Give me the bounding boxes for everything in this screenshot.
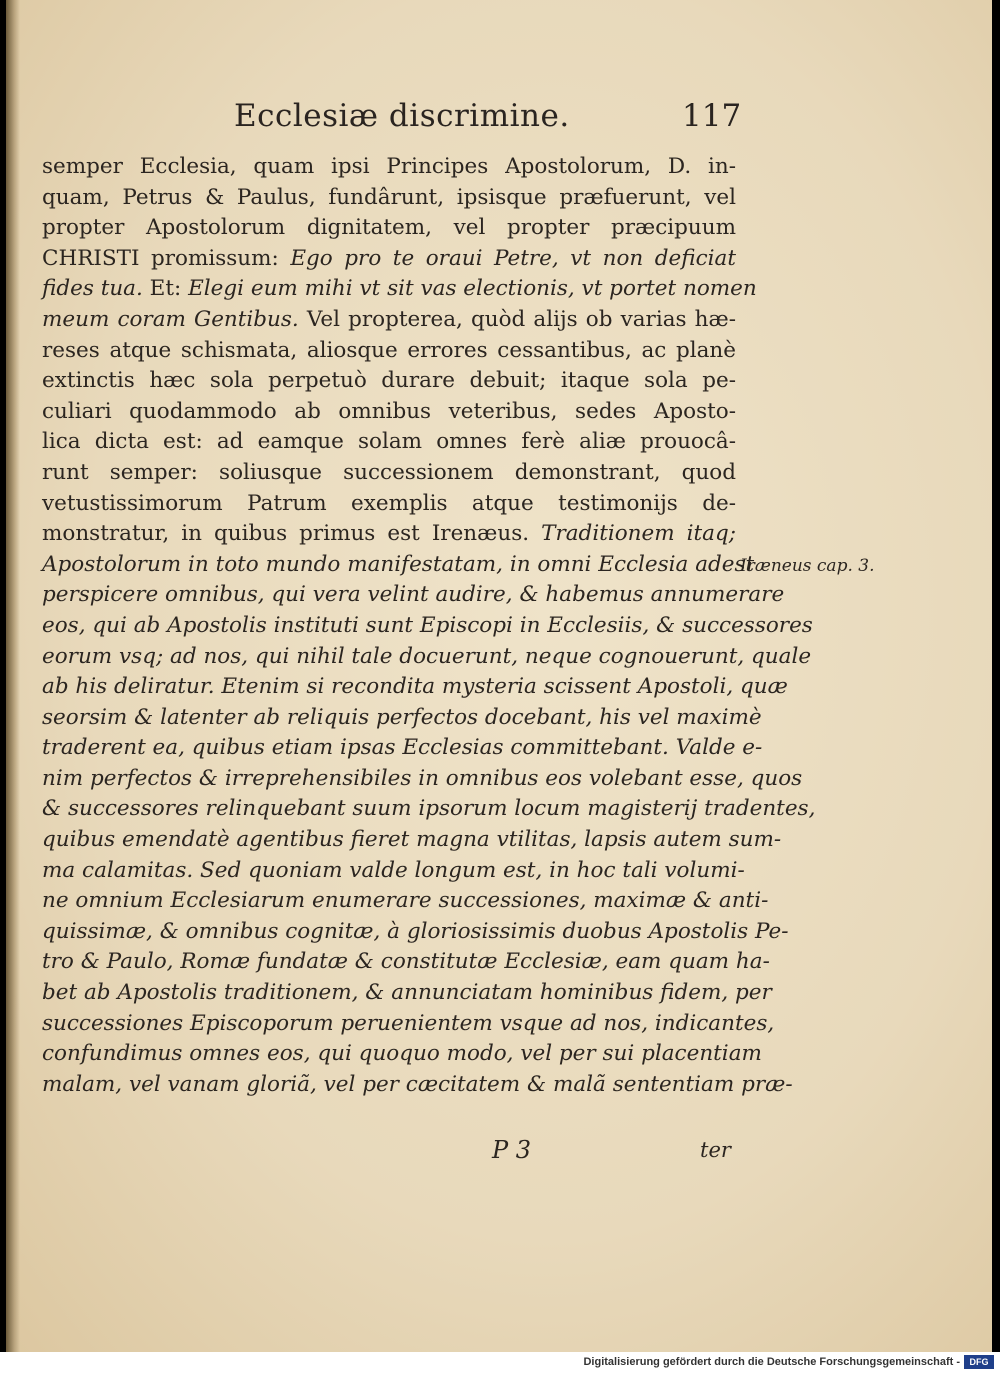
running-title: Ecclesiæ discrimine.: [234, 98, 570, 134]
text-line: [42, 642, 812, 673]
text-segment: CHRISTI promissum:: [42, 245, 291, 271]
text-line: [42, 152, 736, 183]
text-segment: nim perfectos & irreprehensibiles in omnibus eos volebant esse, quos: [42, 765, 803, 791]
text-line: [42, 978, 772, 1009]
text-segment: eos, qui ab Apostolis instituti sunt Episcopi in Ecclesiis, & successores: [42, 612, 813, 638]
text-line: [42, 1070, 793, 1101]
text-segment: bet ab Apostolis traditionem, & annunciatam hominibus fidem, per: [42, 980, 772, 1006]
text-line: [42, 733, 763, 764]
text-line: [42, 672, 788, 703]
text-segment: lica dicta est: ad eamque solam omnes ferè aliæ prouocâ-: [42, 429, 736, 455]
text-line: [42, 947, 770, 978]
text-segment: culiari quodammodo ab omnibus veteribus, sedes Aposto-: [42, 398, 736, 424]
text-line: [42, 305, 736, 336]
text-line: [42, 1009, 775, 1040]
text-segment: ma calamitas. Sed quoniam valde longum est, in hoc tali volumi-: [42, 857, 745, 883]
text-line: [42, 794, 816, 825]
text-line: [42, 550, 755, 581]
text-line: [42, 917, 789, 948]
text-segment: Traditionem itaq;: [541, 521, 736, 547]
text-line: [42, 213, 736, 244]
text-segment: propter Apostolorum dignitatem, vel propter præcipuum: [42, 215, 736, 241]
text-line: [42, 489, 736, 520]
catchword: ter: [700, 1138, 731, 1162]
text-segment: Vel propterea, quòd alijs ob varias hæ-: [298, 306, 736, 332]
footer-bar: [0, 1352, 1000, 1374]
text-line: [42, 274, 757, 305]
text-segment: Elegi eum mihi vt sit vas electionis, vt portet nomen: [188, 276, 757, 302]
text-segment: traderent ea, quibus etiam ipsas Ecclesias committebant. Valde e-: [42, 735, 763, 761]
text-segment: Et:: [142, 276, 189, 302]
text-line: [42, 764, 803, 795]
text-segment: meum coram Gentibus.: [42, 306, 299, 332]
text-segment: ne omnium Ecclesiarum enumerare successiones, maximæ & anti-: [42, 888, 769, 914]
text-segment: seorsim & latenter ab reliquis perfectos docebant, his vel maximè: [42, 704, 762, 730]
text-line: [42, 183, 736, 214]
text-segment: reses atque schismata, aliosque errores cessantibus, ac planè: [42, 337, 736, 363]
text-segment: confundimus omnes eos, qui quoquo modo, vel per sui placentiam: [42, 1041, 762, 1067]
text-line: [42, 886, 769, 917]
text-segment: fides tua.: [42, 276, 143, 302]
text-segment: eorum vsq; ad nos, qui nihil tale docuerunt, neque cognouerunt, quale: [42, 643, 812, 669]
text-segment: Apostolorum in toto mundo manifestatam, in omni Ecclesia adest: [42, 551, 755, 577]
text-segment: extinctis hæc sola perpetuò durare debuit; itaque sola pe-: [42, 368, 736, 394]
text-segment: monstratur, in quibus primus est Irenæus.: [42, 521, 542, 547]
text-segment: semper Ecclesia, quam ipsi Principes Apostolorum, D. in-: [42, 154, 736, 179]
margin-note: Iræneus cap. 3.: [740, 556, 875, 576]
text-line: [42, 458, 736, 489]
text-segment: quibus emendatè agentibus fieret magna vtilitas, lapsis autem sum-: [42, 827, 782, 853]
text-line: [42, 856, 745, 887]
text-segment: perspicere omnibus, qui vera velint audire, & habemus annumerare: [42, 582, 785, 608]
text-segment: ab his deliratur. Etenim si recondita mysteria scissent Apostoli, quæ: [42, 674, 788, 700]
dfg-logo-icon: DFG: [964, 1355, 994, 1369]
text-segment: runt semper: soliusque successionem demonstrant, quod: [42, 459, 736, 485]
text-line: [42, 1039, 762, 1070]
text-segment: Ego pro te oraui Petre, vt non deficiat: [290, 245, 736, 271]
text-segment: malam, vel vanam gloriã, vel per cæcitatem & malã sententiam præ-: [42, 1071, 793, 1097]
text-line: [42, 519, 736, 550]
footer-credit: Digitalisierung gefördert durch die Deutsche Forschungsgemeinschaft -: [583, 1356, 960, 1368]
page-header: [6, 98, 992, 142]
text-line: [42, 397, 736, 428]
text-line: [42, 703, 762, 734]
text-line: [42, 825, 782, 856]
text-line: [42, 366, 736, 397]
signature-mark: P 3: [492, 1136, 532, 1164]
text-line: [42, 580, 785, 611]
text-segment: quam, Petrus & Paulus, fundârunt, ipsisque præfuerunt, vel: [42, 184, 736, 210]
text-line: [42, 427, 736, 458]
page-number: 117: [682, 98, 742, 134]
text-segment: tro & Paulo, Romæ fundatæ & constitutæ Ecclesiæ, eam quam ha-: [42, 949, 770, 975]
text-segment: quissimæ, & omnibus cognitæ, à gloriosissimis duobus Apostolis Pe-: [42, 918, 789, 944]
text-line: [42, 611, 813, 642]
text-line: [42, 336, 736, 367]
text-segment: vetustissimorum Patrum exemplis atque testimonijs de-: [42, 490, 736, 516]
scanned-page: [6, 0, 992, 1352]
text-line: [42, 244, 736, 275]
text-segment: successiones Episcoporum peruenientem vsque ad nos, indicantes,: [42, 1010, 775, 1036]
text-segment: & successores relinquebant suum ipsorum locum magisterij tradentes,: [42, 796, 816, 822]
binding-edge: [6, 0, 20, 1352]
